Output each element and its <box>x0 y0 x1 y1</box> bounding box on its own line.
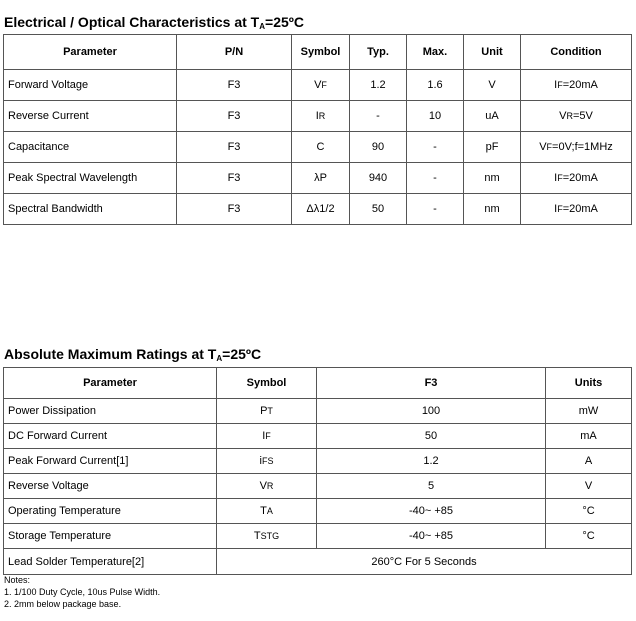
cell-symbol <box>217 449 317 474</box>
symbol-sub: A <box>266 506 273 516</box>
symbol-main: T <box>260 505 267 517</box>
symbol-sub: STG <box>260 531 280 541</box>
symbol-main: P <box>260 405 268 417</box>
cell-condition <box>521 163 632 194</box>
title-suffix: =25ºC <box>265 14 304 30</box>
note-item: 1. 1/100 Duty Cycle, 10us Pulse Width. <box>4 587 161 597</box>
cell-value: -40~ +85 <box>317 499 546 524</box>
col-header-f3: F3 <box>317 368 546 399</box>
header-row <box>4 35 632 70</box>
col-header-parameter: Parameter <box>4 368 217 399</box>
electrical-optical-table <box>3 34 632 225</box>
condition-sub: F <box>557 173 563 183</box>
cell-max: - <box>407 163 464 194</box>
cell-typ: - <box>350 101 407 132</box>
cell-symbol <box>292 194 350 225</box>
cell-max: 10 <box>407 101 464 132</box>
symbol-main: V <box>314 79 322 91</box>
title-text: Absolute Maximum Ratings at T <box>4 346 217 362</box>
col-header-parameter: Parameter <box>4 35 177 70</box>
cell-parameter: Peak Forward Current[1] <box>4 449 217 474</box>
condition-main: I <box>554 79 558 91</box>
condition-main: I <box>554 172 558 184</box>
cell-pn: F3 <box>177 194 292 225</box>
table-row <box>4 424 632 449</box>
symbol-sub: F <box>265 431 271 441</box>
col-header-max: Max. <box>407 35 464 70</box>
note-item: 2. 2mm below package base. <box>4 599 122 609</box>
cell-parameter: Reverse Current <box>4 101 177 132</box>
col-header-unit: Unit <box>464 35 521 70</box>
cell-typ: 1.2 <box>350 70 407 101</box>
cell-unit: A <box>546 449 632 474</box>
symbol-main: Δλ1/2 <box>306 203 335 215</box>
title-text: Electrical / Optical Characteristics at T <box>4 14 260 30</box>
col-header-symbol: Symbol <box>217 368 317 399</box>
table-row <box>4 399 632 424</box>
condition-rest: =20mA <box>562 203 598 215</box>
cell-parameter: Operating Temperature <box>4 499 217 524</box>
cell-pn: F3 <box>177 163 292 194</box>
notes-heading: Notes: <box>4 575 31 585</box>
table-row <box>4 70 632 101</box>
cell-symbol <box>292 132 350 163</box>
cell-parameter: DC Forward Current <box>4 424 217 449</box>
cell-symbol <box>217 424 317 449</box>
table-row <box>4 101 632 132</box>
cell-value: -40~ +85 <box>317 524 546 549</box>
absolute-max-table <box>3 367 632 575</box>
cell-symbol <box>292 70 350 101</box>
cell-unit: mW <box>546 399 632 424</box>
cell-parameter: Reverse Voltage <box>4 474 217 499</box>
condition-sub: F <box>557 204 563 214</box>
symbol-sub: R <box>266 481 274 491</box>
symbol-main: λP <box>314 172 327 184</box>
condition-rest: =0V;f=1MHz <box>552 141 613 153</box>
cell-parameter: Forward Voltage <box>4 70 177 101</box>
notes <box>4 574 160 610</box>
table-row <box>4 449 632 474</box>
cell-value: 100 <box>317 399 546 424</box>
cell-condition <box>521 194 632 225</box>
cell-parameter: Storage Temperature <box>4 524 217 549</box>
symbol-sub: T <box>267 406 273 416</box>
symbol-sub: FS <box>261 456 274 466</box>
cell-unit: V <box>546 474 632 499</box>
title-subscript: A <box>216 354 223 363</box>
symbol-main: V <box>259 480 267 492</box>
cell-symbol <box>217 499 317 524</box>
table-row <box>4 549 632 575</box>
cell-typ: 50 <box>350 194 407 225</box>
cell-max: - <box>407 132 464 163</box>
condition-main: V <box>559 110 567 122</box>
cell-pn: F3 <box>177 101 292 132</box>
cell-unit: nm <box>464 163 521 194</box>
cell-unit: mA <box>546 424 632 449</box>
cell-value: 5 <box>317 474 546 499</box>
cell-typ: 940 <box>350 163 407 194</box>
cell-parameter: Lead Solder Temperature[2] <box>4 549 217 575</box>
symbol-sub: F <box>321 80 327 90</box>
condition-sub: F <box>546 142 553 152</box>
cell-condition <box>521 132 632 163</box>
symbol-sub: R <box>318 111 326 121</box>
cell-symbol <box>217 474 317 499</box>
col-header-units: Units <box>546 368 632 399</box>
col-header-pn: P/N <box>177 35 292 70</box>
table-row <box>4 194 632 225</box>
title-subscript: A <box>259 22 266 31</box>
cell-pn: F3 <box>177 70 292 101</box>
symbol-main: I <box>315 110 319 122</box>
cell-symbol <box>292 163 350 194</box>
condition-sub: R <box>566 111 573 121</box>
cell-symbol <box>217 524 317 549</box>
symbol-main: i <box>259 455 262 467</box>
table-row <box>4 499 632 524</box>
table-row <box>4 163 632 194</box>
condition-rest: =5V <box>572 110 593 122</box>
cell-unit: °C <box>546 499 632 524</box>
cell-value: 260°C For 5 Seconds <box>217 549 632 575</box>
cell-pn: F3 <box>177 132 292 163</box>
cell-condition <box>521 70 632 101</box>
condition-sub: F <box>557 80 563 90</box>
section-title-absolute-max <box>4 346 261 367</box>
condition-rest: =20mA <box>562 172 598 184</box>
condition-main: V <box>539 141 547 153</box>
cell-unit: nm <box>464 194 521 225</box>
cell-unit: V <box>464 70 521 101</box>
cell-max: 1.6 <box>407 70 464 101</box>
cell-symbol <box>292 101 350 132</box>
title-suffix: =25ºC <box>222 346 262 362</box>
cell-max: - <box>407 194 464 225</box>
section-title-electrical <box>4 14 304 35</box>
cell-unit: uA <box>464 101 521 132</box>
cell-parameter: Peak Spectral Wavelength <box>4 163 177 194</box>
cell-parameter: Spectral Bandwidth <box>4 194 177 225</box>
symbol-main: C <box>316 141 325 153</box>
symbol-main: I <box>262 430 266 442</box>
symbol-main: T <box>253 530 261 542</box>
cell-unit: pF <box>464 132 521 163</box>
cell-value: 50 <box>317 424 546 449</box>
table-row <box>4 474 632 499</box>
condition-rest: =20mA <box>562 79 598 91</box>
condition-main: I <box>554 203 558 215</box>
cell-typ: 90 <box>350 132 407 163</box>
col-header-symbol: Symbol <box>292 35 350 70</box>
col-header-typ: Typ. <box>350 35 407 70</box>
header-row <box>4 368 632 399</box>
cell-value: 1.2 <box>317 449 546 474</box>
cell-symbol <box>217 399 317 424</box>
cell-parameter: Power Dissipation <box>4 399 217 424</box>
cell-condition <box>521 101 632 132</box>
cell-parameter: Capacitance <box>4 132 177 163</box>
col-header-condition: Condition <box>521 35 632 70</box>
cell-unit: °C <box>546 524 632 549</box>
table-row <box>4 524 632 549</box>
table-row <box>4 132 632 163</box>
